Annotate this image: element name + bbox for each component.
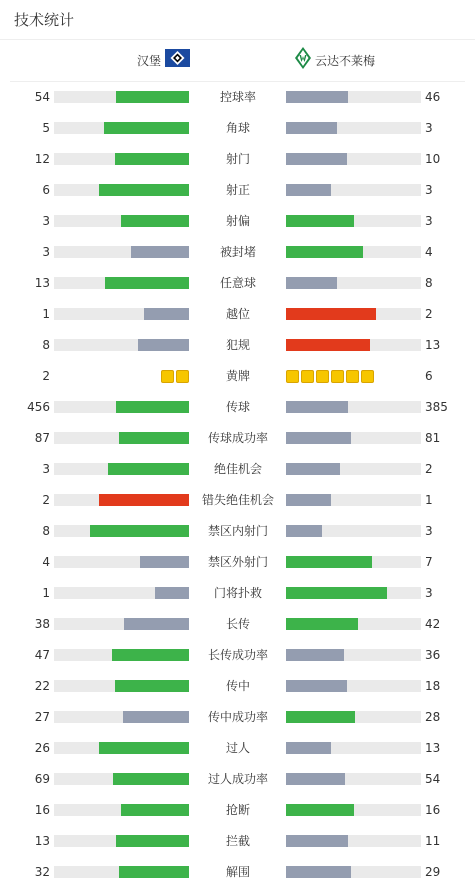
stat-label: 犯规 [225,338,250,352]
home-bar-track [54,184,189,196]
stat-label: 被封堵 [219,245,256,259]
stat-label: 传中成功率 [207,710,268,724]
away-value: 16 [425,803,441,817]
away-bar-track [286,680,421,692]
home-bar-track [54,649,189,661]
home-bar-track [54,308,189,320]
home-team[interactable] [137,50,190,70]
stat-row [0,206,475,237]
away-value: 81 [425,431,441,445]
home-bar-fill [155,587,189,599]
teams-header [10,40,465,82]
home-value: 2 [42,493,50,507]
stat-row [0,392,475,423]
home-bar-fill [99,742,189,754]
away-bar-fill [286,184,331,196]
stat-row [0,268,475,299]
stat-row [0,237,475,268]
stat-row [0,609,475,640]
home-bar-fill [119,432,189,444]
away-bar-fill [286,525,322,537]
home-value: 1 [42,307,50,321]
stat-row [0,144,475,175]
stat-row [0,330,475,361]
away-bar-track [286,618,421,630]
away-value: 1 [425,493,433,507]
section-title: 技术统计 [0,0,475,40]
yellow-card-icon [361,370,374,383]
stat-label: 射门 [225,152,250,166]
away-bar-track [286,556,421,568]
away-value: 3 [425,586,433,600]
away-value: 385 [425,400,448,414]
stat-row [0,857,475,888]
home-yellow-cards [161,370,189,383]
home-value: 3 [42,245,50,259]
stat-label: 传球成功率 [207,431,268,445]
away-bar-track [286,711,421,723]
stat-label: 角球 [225,121,250,135]
home-value: 22 [34,679,50,693]
away-bar-fill [286,649,344,661]
away-value: 42 [425,617,441,631]
stat-label: 长传成功率 [207,648,268,662]
yellow-card-icon [331,370,344,383]
home-bar-fill [121,804,189,816]
home-value: 1 [42,586,50,600]
stat-label: 解围 [225,865,250,879]
away-bar-track [286,463,421,475]
stat-label: 越位 [225,307,250,321]
stat-row [0,454,475,485]
home-bar-track [54,122,189,134]
stat-row [0,733,475,764]
home-value: 87 [34,431,50,445]
home-bar-track [54,277,189,289]
yellow-card-icon [176,370,189,383]
home-value: 38 [34,617,50,631]
away-bar-fill [286,308,376,320]
away-value: 18 [425,679,441,693]
away-bar-track [286,804,421,816]
stat-row [0,795,475,826]
home-value: 27 [34,710,50,724]
away-team-name: 云达不莱梅 [315,53,376,68]
home-bar-fill [116,401,189,413]
home-value: 47 [34,648,50,662]
away-bar-track [286,494,421,506]
home-bar-fill [99,184,189,196]
stat-label: 控球率 [219,90,256,104]
stat-label: 拦截 [225,834,250,848]
away-value: 13 [425,338,441,352]
home-bar-track [54,835,189,847]
home-bar-track [54,866,189,878]
stat-label: 任意球 [219,276,256,290]
away-value: 4 [425,245,433,259]
away-value: 8 [425,276,433,290]
home-bar-fill [123,711,189,723]
home-bar-track [54,680,189,692]
away-bar-track [286,308,421,320]
home-value: 6 [42,183,50,197]
away-value: 3 [425,183,433,197]
away-bar-fill [286,91,348,103]
stat-label: 传中 [225,679,250,693]
away-value: 3 [425,121,433,135]
away-bar-track [286,866,421,878]
home-value: 2 [42,369,50,383]
stat-row [0,113,475,144]
home-bar-fill [119,866,189,878]
home-value: 3 [42,462,50,476]
stats-table [0,82,475,888]
away-bar-track [286,432,421,444]
home-bar-fill [105,277,189,289]
stat-label: 射偏 [225,214,250,228]
away-value: 28 [425,710,441,724]
home-bar-fill [90,525,189,537]
home-value: 3 [42,214,50,228]
stat-label: 黄牌 [225,369,250,383]
home-value: 8 [42,524,50,538]
home-bar-track [54,432,189,444]
away-bar-track [286,649,421,661]
home-bar-track [54,246,189,258]
werder-w-logo-icon [295,47,311,73]
home-bar-track [54,339,189,351]
hamburg-diamond-logo-icon [165,49,190,71]
home-bar-track [54,742,189,754]
home-bar-fill [131,246,189,258]
away-bar-track [286,742,421,754]
away-bar-fill [286,246,363,258]
stat-label: 禁区外射门 [207,555,268,569]
away-value: 7 [425,555,433,569]
home-value: 26 [34,741,50,755]
away-bar-fill [286,773,345,785]
away-value: 2 [425,462,433,476]
home-value: 5 [42,121,50,135]
away-bar-track [286,401,421,413]
away-value: 36 [425,648,441,662]
away-bar-fill [286,494,331,506]
home-bar-fill [99,494,189,506]
away-bar-fill [286,339,370,351]
away-bar-track [286,153,421,165]
away-bar-fill [286,835,348,847]
home-bar-track [54,401,189,413]
away-value: 6 [425,369,433,383]
home-team-name: 汉堡 [136,53,161,68]
away-value: 11 [425,834,441,848]
stat-row [0,485,475,516]
away-value: 3 [425,524,433,538]
away-bar-fill [286,618,358,630]
away-yellow-cards [286,370,374,383]
away-bar-fill [286,153,347,165]
stat-row [0,826,475,857]
away-bar-track [286,773,421,785]
stat-label: 门将扑救 [213,586,262,600]
home-bar-fill [144,308,189,320]
home-bar-track [54,618,189,630]
home-bar-fill [108,463,189,475]
away-bar-fill [286,215,354,227]
away-bar-fill [286,866,351,878]
away-bar-fill [286,122,337,134]
away-bar-fill [286,742,331,754]
home-bar-fill [124,618,189,630]
stat-row [0,516,475,547]
stat-row [0,702,475,733]
away-bar-track [286,184,421,196]
home-value: 4 [42,555,50,569]
stat-row [0,547,475,578]
away-bar-track [286,277,421,289]
away-bar-track [286,835,421,847]
away-bar-track [286,246,421,258]
away-bar-track [286,525,421,537]
home-value: 12 [34,152,50,166]
stat-label: 长传 [225,617,250,631]
yellow-card-icon [286,370,299,383]
yellow-card-icon [346,370,359,383]
home-bar-track [54,215,189,227]
home-value: 13 [34,834,50,848]
stat-row [0,423,475,454]
stat-label: 禁区内射门 [207,524,268,538]
stat-row [0,299,475,330]
home-bar-fill [121,215,189,227]
away-bar-fill [286,401,348,413]
away-bar-fill [286,804,354,816]
stat-row [0,640,475,671]
away-bar-fill [286,463,340,475]
home-bar-fill [140,556,189,568]
stat-row [0,82,475,113]
away-value: 46 [425,90,441,104]
stat-row [0,175,475,206]
away-bar-fill [286,556,372,568]
home-value: 16 [34,803,50,817]
yellow-card-icon [316,370,329,383]
away-bar-track [286,91,421,103]
away-value: 3 [425,214,433,228]
away-value: 29 [425,865,441,879]
stat-label: 传球 [225,400,250,414]
home-bar-fill [116,91,189,103]
away-value: 10 [425,152,441,166]
home-bar-fill [138,339,189,351]
home-value: 13 [34,276,50,290]
home-value: 456 [27,400,50,414]
home-value: 69 [34,772,50,786]
away-bar-fill [286,711,355,723]
away-value: 13 [425,741,441,755]
away-value: 54 [425,772,441,786]
away-bar-track [286,215,421,227]
yellow-card-icon [161,370,174,383]
away-bar-fill [286,680,347,692]
stat-row [0,671,475,702]
home-bar-fill [104,122,189,134]
home-bar-fill [115,153,189,165]
stat-row [0,361,475,392]
home-bar-track [54,525,189,537]
home-bar-fill [116,835,189,847]
stat-label: 错失绝佳机会 [201,493,274,507]
home-bar-fill [115,680,189,692]
home-bar-track [54,711,189,723]
away-bar-fill [286,277,337,289]
away-team[interactable] [295,50,375,70]
stat-label: 绝佳机会 [213,462,262,476]
away-bar-fill [286,432,351,444]
stat-label: 过人 [225,741,250,755]
home-bar-fill [113,773,189,785]
stat-label: 射正 [225,183,250,197]
away-bar-track [286,122,421,134]
stat-row [0,764,475,795]
home-value: 8 [42,338,50,352]
home-bar-track [54,773,189,785]
away-value: 2 [425,307,433,321]
away-bar-track [286,587,421,599]
home-bar-fill [112,649,189,661]
away-bar-fill [286,587,387,599]
home-bar-track [54,91,189,103]
home-bar-track [54,494,189,506]
home-bar-track [54,153,189,165]
home-value: 54 [34,90,50,104]
stat-row [0,578,475,609]
stat-label: 抢断 [225,803,250,817]
home-bar-track [54,804,189,816]
home-value: 32 [34,865,50,879]
home-bar-track [54,587,189,599]
home-bar-track [54,463,189,475]
yellow-card-icon [301,370,314,383]
home-bar-track [54,556,189,568]
away-bar-track [286,339,421,351]
stat-label: 过人成功率 [207,772,268,786]
